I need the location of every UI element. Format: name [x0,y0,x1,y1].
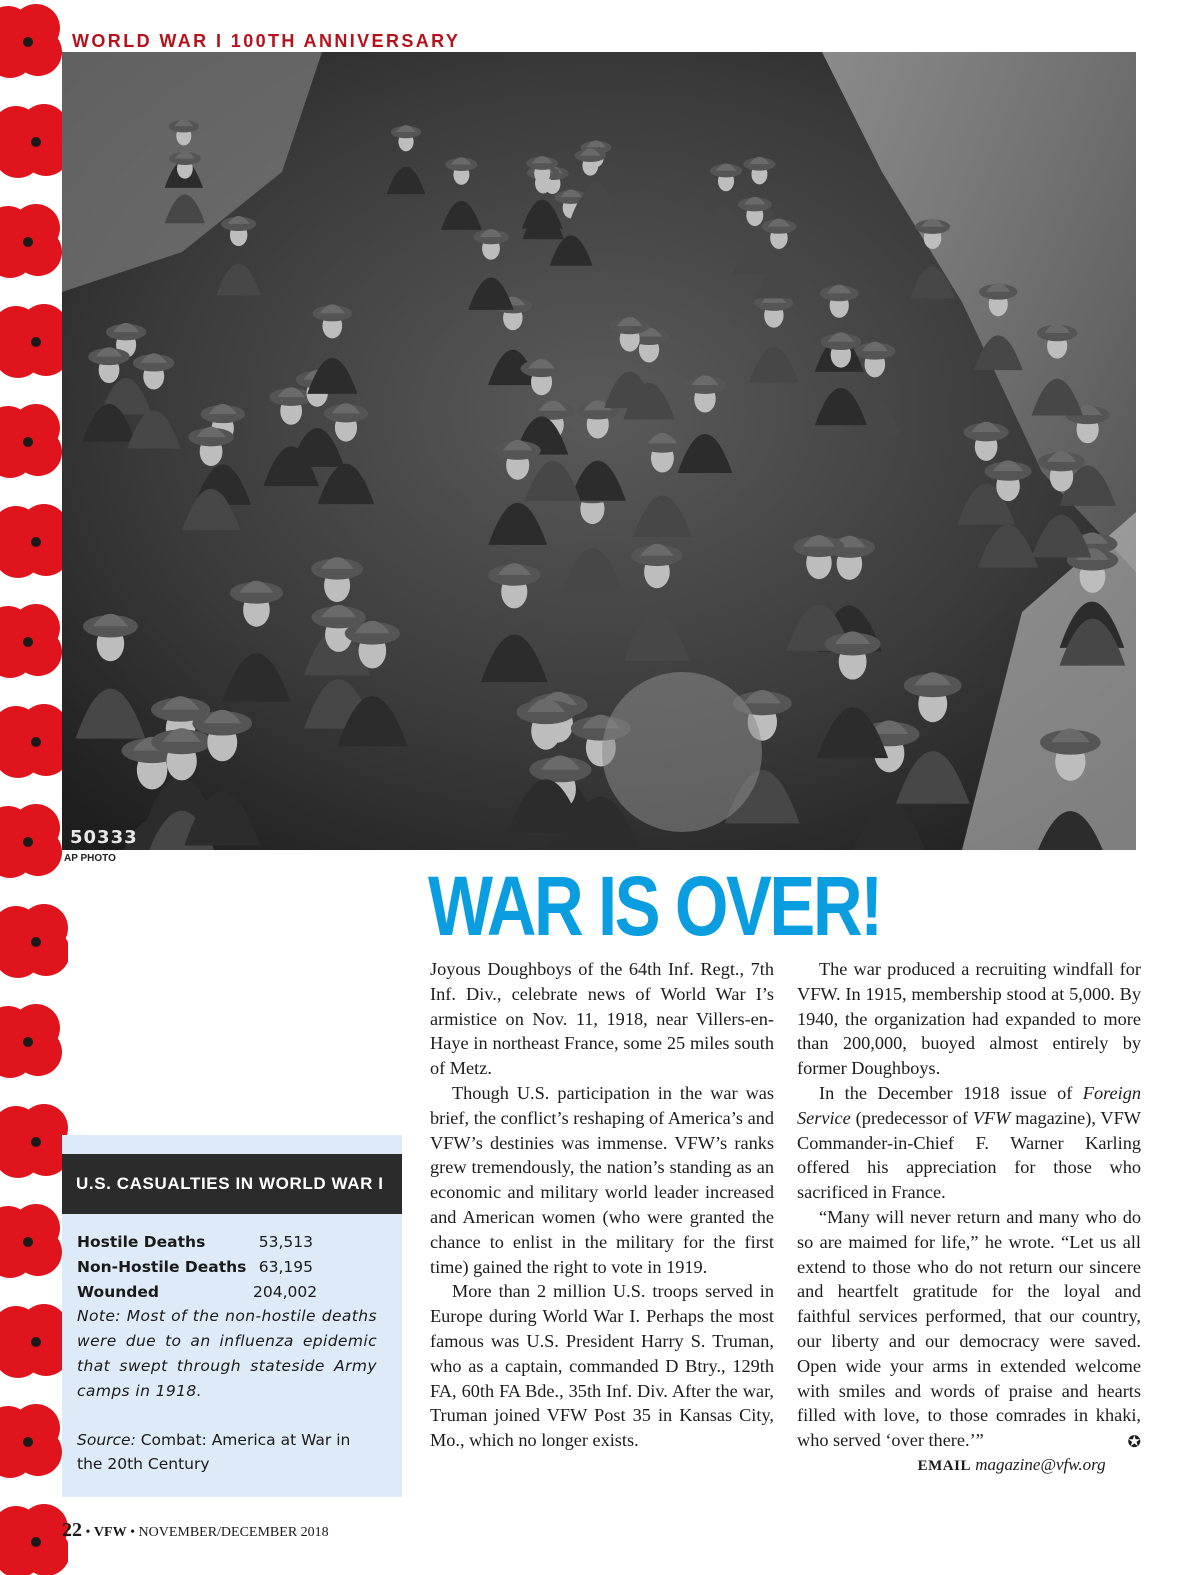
casualties-sidebar [62,1135,402,1497]
stat-value: 63,195 [258,1257,313,1276]
poppy-icon [0,304,68,378]
email-line [797,1453,1141,1479]
headline: WAR IS OVER! [428,859,881,953]
publication-title: Foreign Service [797,1082,1141,1128]
poppy-icon [0,4,62,78]
poppy-icon [0,1104,68,1178]
page-footer: 22 • VFW • NOVEMBER/DECEMBER 2018 [62,1519,329,1541]
poppy-icon [0,1404,62,1478]
poppy-icon [0,1304,68,1378]
article-paragraph: In the December 1918 issue of Foreign Service (predecessor of VFW magazine), VFW Commander-in-Chief F. Warner Karling offered his appreciation for those who sacrificed in France. [797,1082,1141,1203]
stat-row [77,1280,377,1305]
poppy-icon [0,1504,68,1575]
poppy-icon [0,604,62,678]
poppy-icon [0,1204,62,1278]
end-mark-icon: ✪ [1127,1432,1141,1452]
poppy-icon [0,104,68,178]
stat-row [77,1255,377,1280]
page-number: 22 [62,1519,82,1541]
poppy-border-decoration [0,0,68,1575]
stat-value: 53,513 [258,1233,313,1251]
article-column-2 [797,957,1141,1479]
magazine-name: VFW [93,1525,127,1540]
photo-soldiers-celebrating [62,52,1136,850]
stat-value: 204,002 [253,1282,318,1301]
poppy-icon [0,804,62,878]
publication-title: VFW [972,1107,1011,1128]
article-quote-paragraph: “Many will never return and many who do so are maimed for life,” he wrote. “Let us all extend to those who do not return our sincere and heartfelt gratitude for the loyal and faithful services performed, that our country, our liberty and our democracy were saved. Open wide your arms in extended welcome with smiles and words of praise and hearts filled with love, to those comrades in khaki, who served ‘over there.’” ✪ [797,1205,1141,1453]
photo-negative-number: 50333 [70,827,138,848]
poppy-icon [0,504,68,578]
poppy-icon [0,904,68,978]
sidebar-body [77,1230,377,1477]
sidebar-source: Source: Combat: America at War in the 20th Century [77,1430,351,1474]
section-header: WORLD WAR I 100TH ANNIVERSARY [72,31,461,51]
stat-label: Wounded [77,1282,159,1301]
stat-label: Hostile Deaths [77,1233,206,1251]
poppy-icon [0,404,62,478]
sidebar-note: Note: Most of the non-hostile deaths were due to an influenza epidemic that swept through stateside Army camps in 1918. [77,1307,377,1400]
article-column-1 [430,957,774,1453]
sidebar-title: U.S. CASUALTIES IN WORLD WAR I [62,1154,402,1214]
article-paragraph: The war produced a recruiting windfall for VFW. In 1915, membership stood at 5,000. By 1940, the organization had expanded to more than 200,000, buoyed almost entirely by former Doughboys. [797,959,1141,1079]
article-paragraph: Though U.S. participation in the war was brief, the conflict’s reshaping of America’s and VFW’s destinies was immense. VFW’s ranks grew tremendously, the nation’s standing as an economic and military world leader increased and American women (who were granted the chance to enlist in the military for the first time) gained the right to vote in 1919. [430,1082,774,1277]
issue-date: NOVEMBER/DECEMBER 2018 [138,1525,329,1540]
poppy-icon [0,1004,62,1078]
armistice-photo [62,52,1136,850]
stat-row [77,1230,377,1255]
poppy-icon [0,204,62,278]
email-label: EMAIL [917,1457,971,1474]
photo-caption-paragraph: Joyous Doughboys of the 64th Inf. Regt., 7th Inf. Div., celebrate news of World War I’s armistice on Nov. 11, 1918, near Villers-en-Haye in northeast France, some 25 miles south of Metz. [430,959,774,1079]
poppy-icon [0,704,68,778]
photo-credit: AP PHOTO [64,853,116,864]
stat-label: Non-Hostile Deaths [77,1257,247,1276]
article-paragraph: More than 2 million U.S. troops served in Europe during World War I. Perhaps the most famous was U.S. President Harry S. Truman, who as a captain, commanded D Btry., 129th FA, 60th FA Bde., 35th Inf. Div. After the war, Truman joined VFW Post 35 in Kansas City, Mo., which no longer exists. [430,1281,774,1451]
email-address[interactable]: magazine@vfw.org [975,1454,1106,1474]
